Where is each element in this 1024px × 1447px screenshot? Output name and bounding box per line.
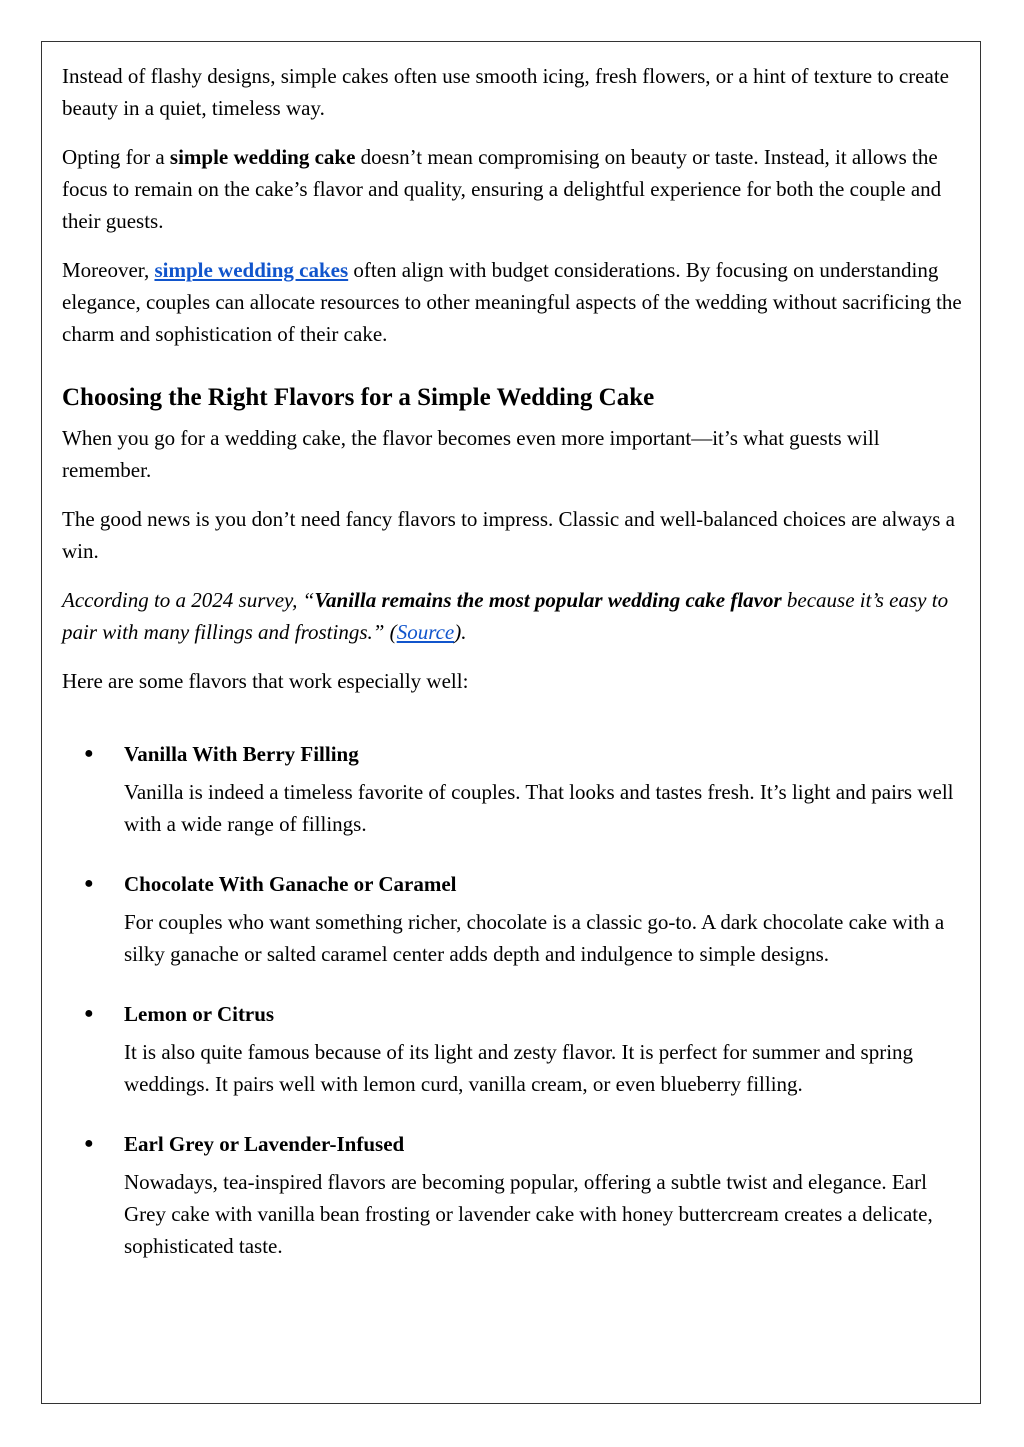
flavor-list xyxy=(62,738,967,1262)
flavor-description: It is also quite famous because of its light and zesty flavor. It is perfect for summer and spring weddings. It pairs well with lemon curd, vanilla cream, or even blueberry filling. xyxy=(124,1040,914,1096)
survey-quote xyxy=(62,584,967,648)
quote-rest: because it’s easy to pair with many fillings and frostings.” ( xyxy=(62,588,949,644)
flavor-description: Vanilla is indeed a timeless favorite of couples. That looks and tastes fresh. It’s light and pairs well with a wide range of fillings. xyxy=(124,780,954,836)
flavor-title: Vanilla With Berry Filling xyxy=(124,742,359,766)
flavor-description: Nowadays, tea-inspired flavors are becoming popular, offering a subtle twist and elegance. Earl Grey cake with vanilla bean frosting or lavender cake with honey buttercream creates a delicate, sophisticated taste. xyxy=(124,1170,933,1258)
section-paragraph-3: Here are some flavors that work especially well: xyxy=(62,669,469,693)
list-item xyxy=(62,868,967,970)
source-link[interactable]: Source xyxy=(396,620,455,644)
quote-lead: According to a 2024 survey, “ xyxy=(62,588,315,612)
bullet-icon: ● xyxy=(84,1135,94,1152)
bullet-icon: ● xyxy=(84,745,94,762)
keyword-simple-wedding-cake: simple wedding cake xyxy=(169,145,356,169)
flavor-title: Chocolate With Ganache or Caramel xyxy=(124,872,457,896)
simple-wedding-cakes-link[interactable]: simple wedding cakes xyxy=(154,258,349,282)
intro-paragraph-1: Instead of flashy designs, simple cakes often use smooth icing, fresh flowers, or a hint of texture to create beauty in a quiet, timeless way. xyxy=(62,64,949,120)
list-item xyxy=(62,998,967,1100)
section-paragraph-1: When you go for a wedding cake, the flavor becomes even more important—it’s what guests will remember. xyxy=(62,426,880,482)
flavor-description: For couples who want something richer, chocolate is a classic go-to. A dark chocolate cake with a silky ganache or salted caramel center adds depth and indulgence to simple designs. xyxy=(124,910,945,966)
section-paragraph-2: The good news is you don’t need fancy flavors to impress. Classic and well-balanced choices are always a win. xyxy=(62,507,956,563)
intro-paragraph-3-lead: Moreover, xyxy=(62,258,155,282)
document-content xyxy=(62,60,967,1290)
bullet-icon: ● xyxy=(84,875,94,892)
quote-highlight: Vanilla remains the most popular wedding cake flavor xyxy=(314,588,782,612)
bullet-icon: ● xyxy=(84,1005,94,1022)
section-heading: Choosing the Right Flavors for a Simple Wedding Cake xyxy=(62,384,655,411)
intro-paragraph-3-rest: often align with budget considerations. By focusing on understanding elegance, couples can allocate resources to other meaningful aspects of the wedding without sacrificing the charm and sophistication of their cake. xyxy=(62,258,962,346)
intro-paragraph-2-rest: doesn’t mean compromising on beauty or taste. Instead, it allows the focus to remain on the cake’s flavor and quality, ensuring a delightful experience for both the couple and their guests. xyxy=(62,145,942,233)
list-item xyxy=(62,738,967,840)
quote-end: ). xyxy=(454,620,467,644)
flavor-title: Lemon or Citrus xyxy=(124,1002,275,1026)
intro-paragraph-2 xyxy=(62,141,967,237)
list-item xyxy=(62,1128,967,1262)
intro-paragraph-3 xyxy=(62,254,967,350)
intro-paragraph-2-lead: Opting for a xyxy=(62,145,170,169)
flavor-title: Earl Grey or Lavender-Infused xyxy=(124,1132,405,1156)
